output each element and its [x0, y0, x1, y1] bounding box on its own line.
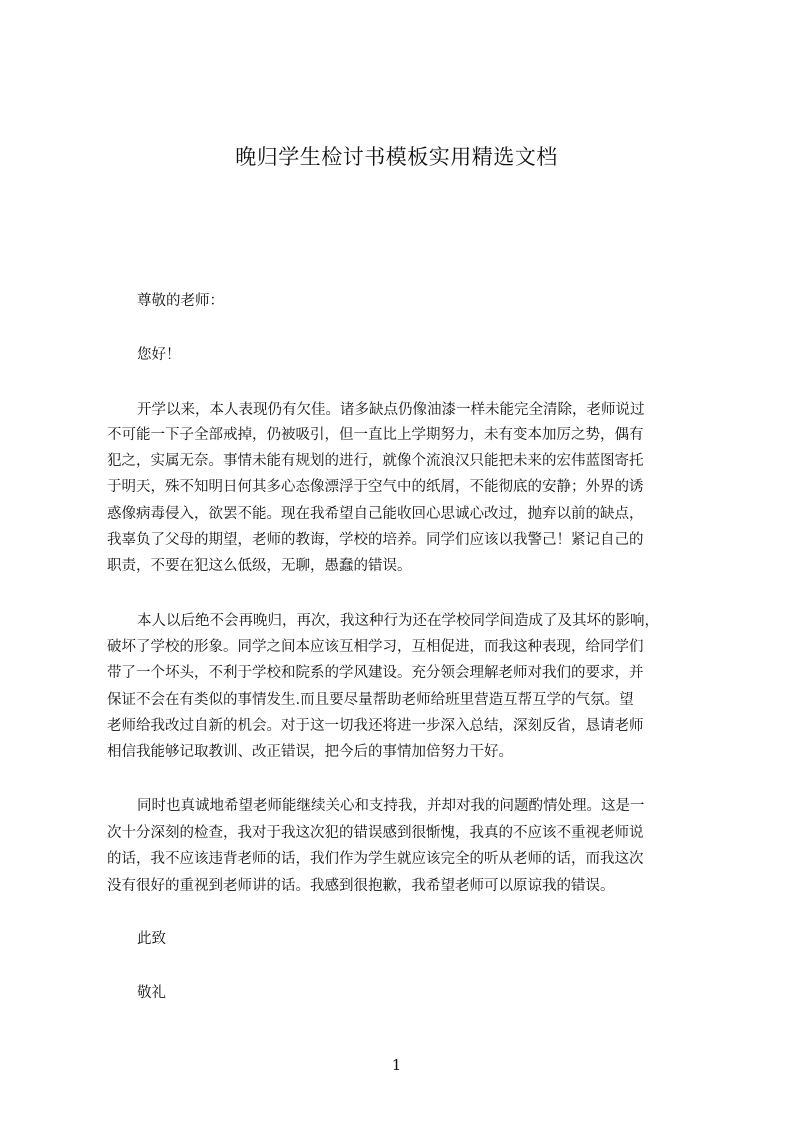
page-number: 1	[391, 1056, 402, 1074]
salutation: 尊敬的老师：	[137, 293, 224, 309]
paragraph-line: 惑像病毒侵入，欲罢不能。现在我希望自己能收回心思诚心改过，抛弃以前的缺点，	[107, 506, 644, 522]
paragraph-line: 不可能一下子全部戒掉，仍被吸引，但一直比上学期努力，未有变本加厉之势，偶有	[107, 427, 644, 443]
paragraph-line: 本人以后绝不会再晚归，再次，我这种行为还在学校同学间造成了及其坏的影响，	[137, 613, 659, 629]
closing-salute: 敬礼	[137, 985, 166, 1001]
paragraph-line: 次十分深刻的检查，我对于我这次犯的错误感到很惭愧，我真的不应该不重视老师说	[107, 825, 644, 841]
paragraph-line: 于明天，殊不知明日何其多心态像漂浮于空气中的纸屑，不能彻底的安静；外界的诱	[107, 479, 644, 495]
paragraph-line: 保证不会在有类似的事情发生.而且要尽量帮助老师给班里营造互帮互学的气氛。望	[107, 692, 634, 708]
paragraph-line: 同时也真诚地希望老师能继续关心和支持我，并却对我的问题酌情处理。这是一	[137, 798, 645, 814]
paragraph-line: 职责，不要在犯这么低级，无聊，愚蠢的错误。	[107, 558, 412, 574]
paragraph-line: 没有很好的重视到老师讲的话。我感到很抱歉，我希望老师可以原谅我的错误。	[107, 878, 615, 894]
paragraph-line: 带了一个坏头，不利于学校和院系的学风建设。充分领会理解老师对我们的要求，并	[107, 665, 644, 681]
paragraph-line: 破坏了学校的形象。同学之间本应该互相学习，互相促进，而我这种表现，给同学们	[107, 639, 644, 655]
paragraph-line: 我辜负了父母的期望，老师的教诲，学校的培养。同学们应该以我警己！紧记自己的	[107, 532, 644, 548]
paragraph-line: 相信我能够记取教训、改正错误，把今后的事情加倍努力干好。	[107, 744, 513, 760]
paragraph-line: 犯之，实属无奈。事情未能有规划的进行，就像个流浪汉只能把未来的宏伟蓝图寄托	[107, 453, 644, 469]
paragraph-line: 老师给我改过自新的机会。对于这一切我还将进一步深入总结，深刻反省，恳请老师	[107, 718, 644, 734]
closing-regards: 此致	[137, 931, 166, 947]
paragraph-line: 开学以来，本人表现仍有欠佳。诸多缺点仍像油漆一样未能完全清除，老师说过	[137, 402, 645, 418]
greeting: 您好！	[137, 347, 181, 363]
paragraph-line: 的话，我不应该违背老师的话，我们作为学生就应该完全的听从老师的话，而我这次	[107, 851, 644, 867]
document-title: 晚归学生检讨书模板实用精选文档	[235, 145, 558, 169]
